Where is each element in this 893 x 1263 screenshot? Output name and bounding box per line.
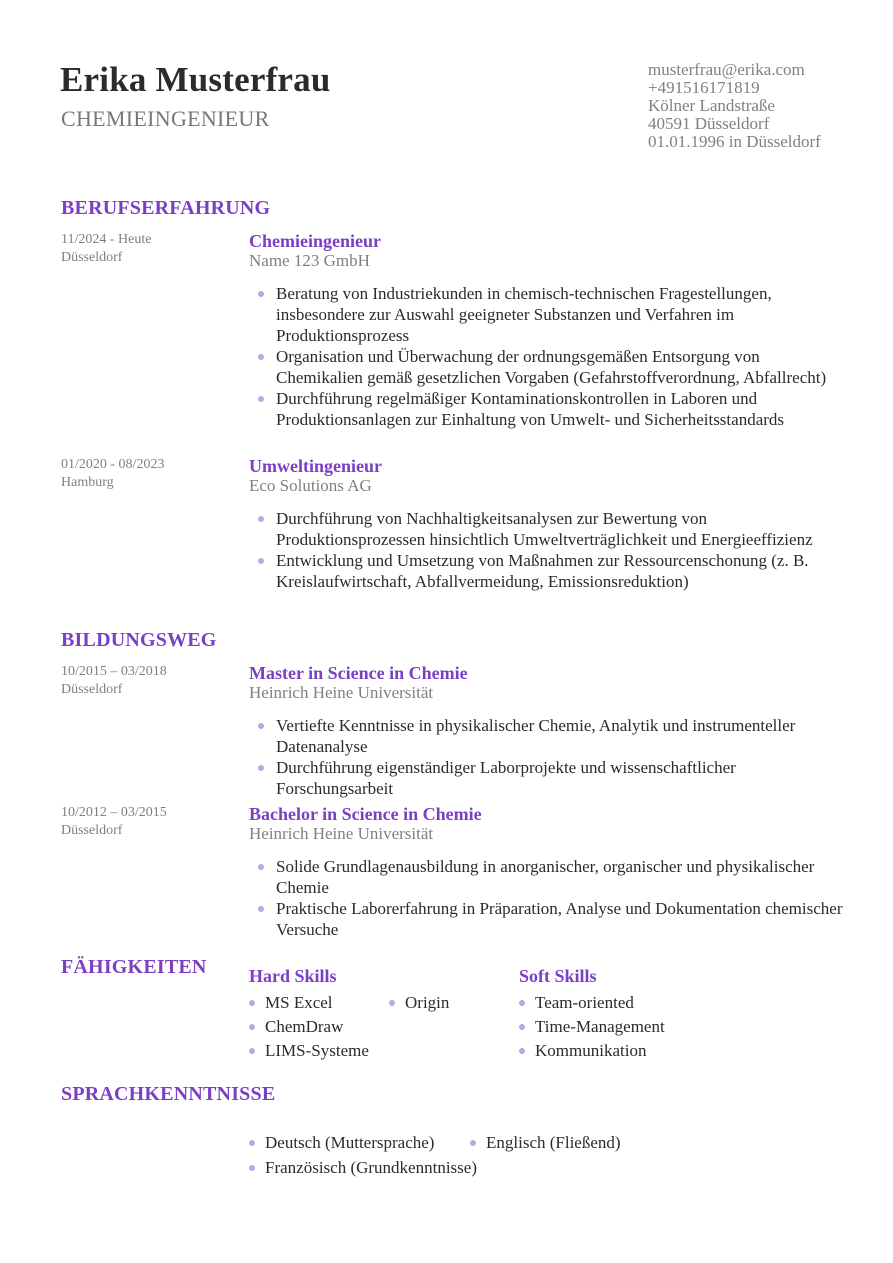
contact-email: musterfrau@erika.com: [648, 60, 805, 79]
entry-position: Umweltingenieur: [249, 456, 382, 476]
contact-street: Kölner Landstraße: [648, 96, 775, 115]
bullet-item: Durchführung von Nachhaltigkeitsanalysen zur Bewertung von Produktionsprozessen hinsichtlich Umweltverträglichkeit und Energieeffizienz: [249, 508, 849, 550]
language-item: Französisch (Grundkenntnisse): [249, 1158, 477, 1178]
entry-body: [249, 231, 849, 430]
candidate-name: Erika Musterfrau: [60, 60, 331, 99]
entry-location: Hamburg: [61, 475, 114, 490]
bullet-item: Durchführung eigenständiger Laborprojekte und wissenschaftlicher Forschungsarbeit: [249, 757, 849, 799]
contact-block: [648, 61, 821, 151]
soft-skills-title: Soft Skills: [519, 966, 597, 986]
entry-school: Heinrich Heine Universität: [249, 824, 434, 843]
contact-birth: 01.01.1996 in Düsseldorf: [648, 132, 821, 151]
entry-company: Name 123 GmbH: [249, 251, 370, 270]
language-item: Englisch (Fließend): [470, 1133, 621, 1153]
skill-item: Team-oriented: [519, 993, 634, 1013]
skill-item: Origin: [389, 993, 449, 1013]
entry-position: Chemieingenieur: [249, 231, 381, 251]
entry-dates: 10/2012 – 03/2015: [61, 805, 167, 820]
entry-degree: Bachelor in Science in Chemie: [249, 804, 482, 824]
bullet-item: Solide Grundlagenausbildung in anorganischer, organischer und physikalischer Chemie: [249, 856, 849, 898]
entry-location: Düsseldorf: [61, 250, 123, 265]
section-title-languages: SPRACHKENNTNISSE: [61, 1083, 276, 1105]
skill-item: Time-Management: [519, 1017, 665, 1037]
entry-body: [249, 456, 849, 592]
entry-location: Düsseldorf: [61, 823, 123, 838]
entry-company: Eco Solutions AG: [249, 476, 372, 495]
entry-dates: 10/2015 – 03/2018: [61, 664, 167, 679]
bullet-item: Vertiefte Kenntnisse in physikalischer Chemie, Analytik und instrumenteller Datenanalyse: [249, 715, 849, 757]
bullet-item: Praktische Laborerfahrung in Präparation, Analyse und Dokumentation chemischer Versuche: [249, 898, 849, 940]
section-title-skills: FÄHIGKEITEN: [61, 956, 207, 978]
entry-school: Heinrich Heine Universität: [249, 683, 434, 702]
entry-bullets: [249, 508, 849, 592]
entry-body: [249, 663, 849, 799]
entry-meta: [61, 663, 167, 699]
bullet-item: Entwicklung und Umsetzung von Maßnahmen zur Ressourcenschonung (z. B. Kreislaufwirtschaft, Abfallvermeidung, Emissionsreduktion): [249, 550, 849, 592]
job-title: CHEMIEINGENIEUR: [61, 106, 270, 131]
section-title-experience: BERUFSERFAHRUNG: [61, 197, 271, 219]
section-title-education: BILDUNGSWEG: [61, 629, 217, 651]
skill-item: LIMS-Systeme: [249, 1041, 369, 1061]
skill-item: MS Excel: [249, 993, 333, 1013]
entry-location: Düsseldorf: [61, 682, 123, 697]
entry-meta: [61, 804, 167, 840]
entry-meta: [61, 456, 164, 492]
skill-item: ChemDraw: [249, 1017, 343, 1037]
contact-phone: +491516171819: [648, 78, 760, 97]
entry-meta: [61, 231, 151, 267]
entry-bullets: [249, 715, 849, 799]
entry-bullets: [249, 283, 849, 430]
contact-city: 40591 Düsseldorf: [648, 114, 770, 133]
bullet-item: Beratung von Industriekunden in chemisch-technischen Fragestellungen, insbesondere zur Auswahl geeigneter Substanzen und Verfahren im Produktionsprozess: [249, 283, 849, 346]
language-item: Deutsch (Muttersprache): [249, 1133, 434, 1153]
bullet-item: Organisation und Überwachung der ordnungsgemäßen Entsorgung von Chemikalien gemäß gesetzlichen Vorgaben (Gefahrstoffverordnung, Abfallrecht): [249, 346, 849, 388]
entry-bullets: [249, 856, 849, 940]
language-list: [249, 1133, 769, 1183]
hard-skills-title: Hard Skills: [249, 966, 337, 986]
entry-body: [249, 804, 849, 940]
skill-item: Kommunikation: [519, 1041, 646, 1061]
soft-skills: [519, 966, 779, 1066]
entry-dates: 11/2024 - Heute: [61, 232, 152, 247]
bullet-item: Durchführung regelmäßiger Kontaminationskontrollen in Laboren und Produktionsanlagen zur Einhaltung von Umwelt- und Sicherheitsstandards: [249, 388, 849, 430]
entry-degree: Master in Science in Chemie: [249, 663, 468, 683]
hard-skills: [249, 966, 509, 1066]
entry-dates: 01/2020 - 08/2023: [61, 457, 165, 472]
